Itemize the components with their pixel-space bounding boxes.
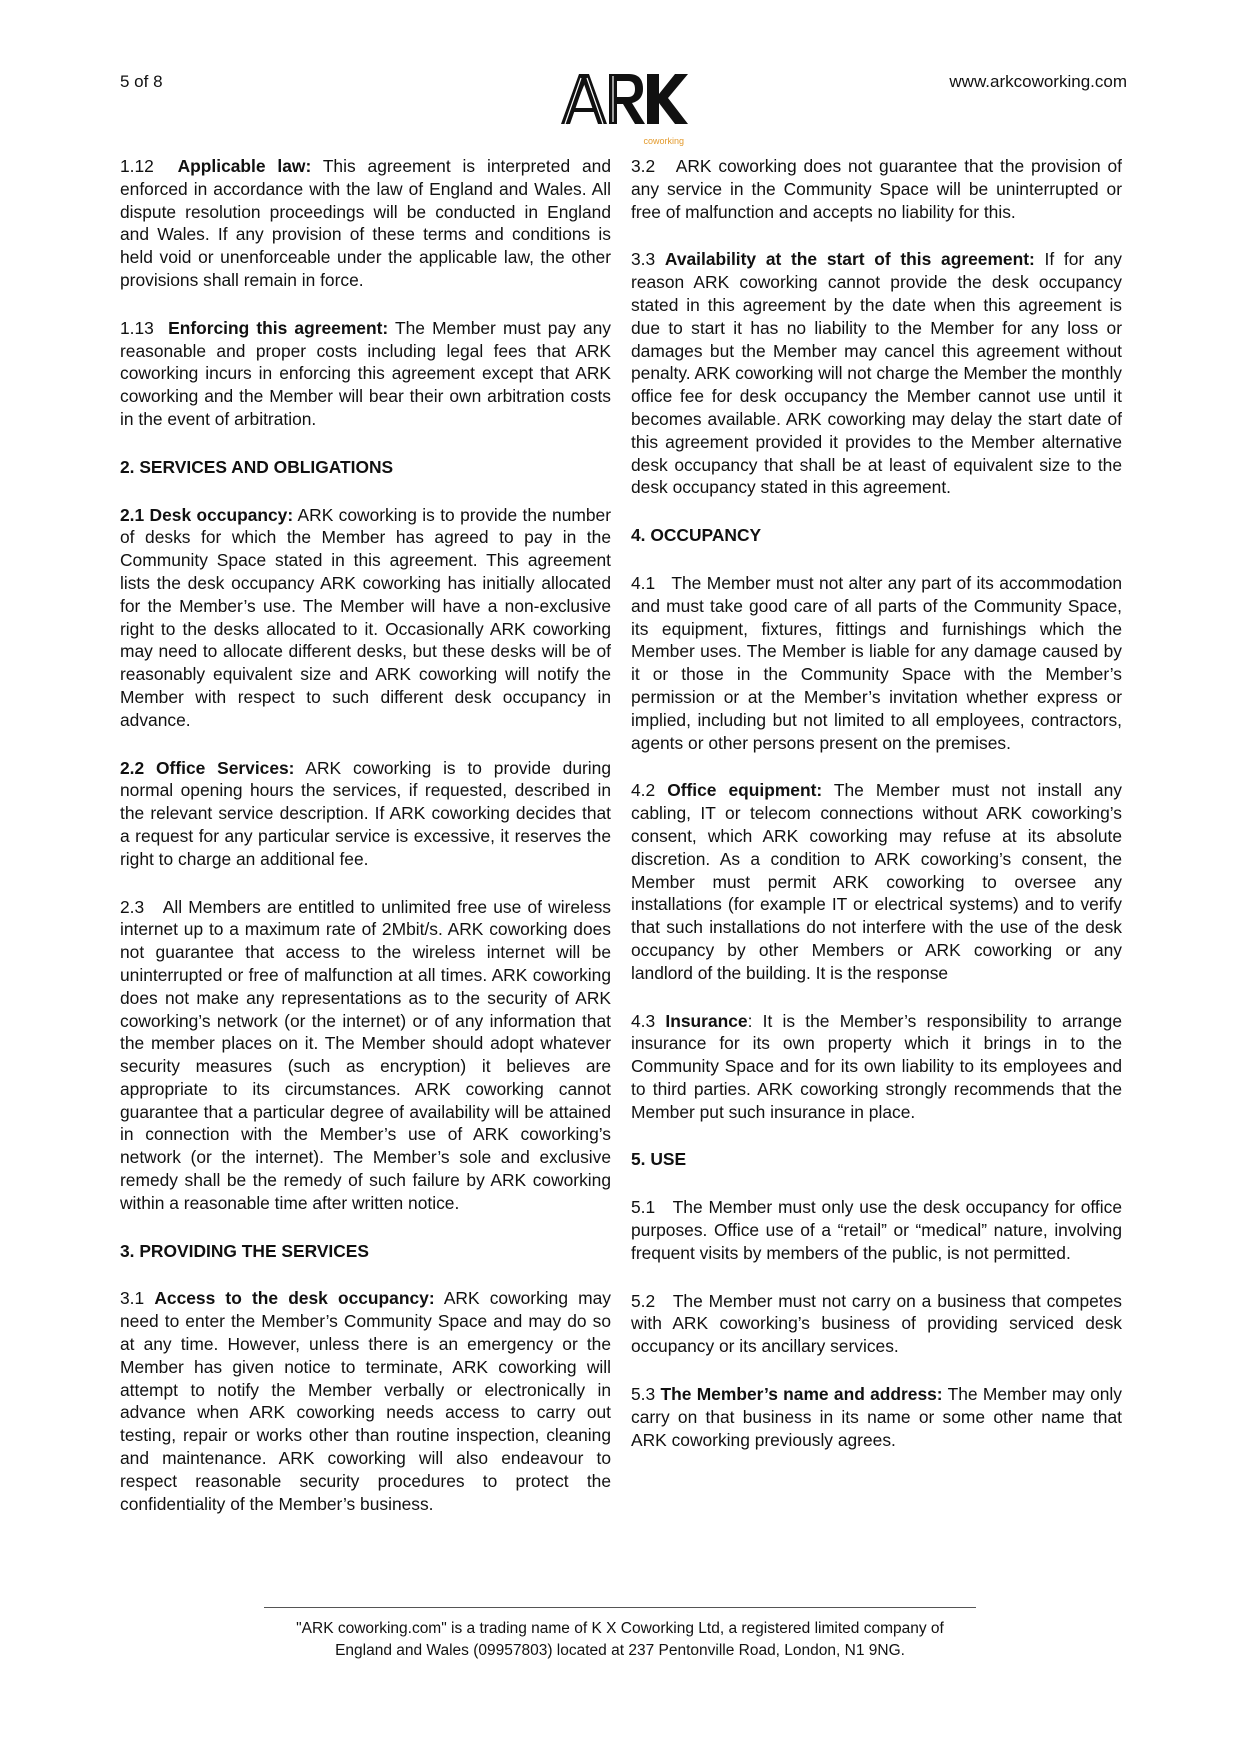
clause-text: ARK coworking does not guarantee that the provision of any service in the Community Space will be uninterrupted or free of malfunction and accepts no liability for this.	[631, 156, 1122, 222]
section-heading: 2. SERVICES AND OBLIGATIONS	[120, 456, 394, 477]
clause-term: Insurance	[665, 1010, 748, 1031]
footer-line-1: "ARK coworking.com" is a trading name of K X Coworking Ltd, a registered limited company of	[296, 1620, 944, 1637]
clause-number: 1.12	[120, 156, 154, 176]
clause-number: 5.2	[631, 1290, 656, 1311]
clause-term: 2.1 Desk occupancy:	[120, 504, 294, 525]
clause-number: 4.2	[631, 780, 656, 801]
clause-text: : It is the Member’s responsibility to arrange insurance for its own property which it brings in to the Community Space and for its own liability to its employees and to third parties. ARK coworking strongly recommends that the Member put such insurance in place.	[631, 1010, 1122, 1122]
logo-subtitle: coworking	[643, 136, 684, 146]
clause-text: If for any reason ARK coworking cannot provide the desk occupancy stated in this agreement by the date when this agreement is due to start it has no liability to the Member for any loss or damages but the Member may cancel this agreement without penalty. ARK coworking will not charge the Member the monthly office fee for desk occupancy the Member cannot use until it becomes available. ARK coworking may delay the start date of this agreement provided it provides to the Member alternative desk occupancy that shall be at least of equivalent size to the desk occupancy stated in this agreement.	[631, 249, 1122, 498]
clause-text: All Members are entitled to unlimited free use of wireless internet up to a maximum rate of 2Mbit/s. ARK coworking does not guarantee that access to the wireless internet will be uninterrupted or free of malfunction at all times. ARK coworking does not make any representations as to the security of ARK coworking’s network (or the internet) or of any information that the member places on it. The Member should adopt whatever security measures (such as encryption) it believes are appropriate to its circumstances. ARK coworking cannot guarantee that a particular degree of availability will be attained in connection with the Member’s use of ARK coworking’s network (or the internet). The Member’s sole and exclusive remedy shall be the remedy of such failure by ARK coworking within a reasonable time after written notice.	[120, 896, 611, 1213]
clause-term: Enforcing this agreement:	[168, 317, 389, 338]
section-heading: 3. PROVIDING THE SERVICES	[120, 1240, 370, 1261]
clause-number: 2.3	[120, 896, 145, 917]
clause-paragraph	[120, 504, 611, 732]
website-url[interactable]: www.arkcoworking.com	[949, 72, 1127, 91]
clause-number: 5.3	[631, 1384, 656, 1405]
left-column	[120, 155, 611, 1540]
clause-paragraph	[631, 1383, 1122, 1451]
ark-logo-icon	[559, 70, 689, 140]
clause-text: The Member must not carry on a business that competes with ARK coworking’s business of providing serviced desk occupancy or its ancillary services.	[631, 1290, 1122, 1357]
section-heading: 5. USE	[631, 1149, 687, 1170]
clause-text: The Member must not install any cabling, IT or telecom connections without ARK coworking’s consent, which ARK coworking may refuse at its absolute discretion. As a condition to ARK coworking’s consent, the Member must permit ARK coworking to oversee any installations (for example IT or electrical systems) and to verify that such installations do not interfere with the use of the desk occupancy by other Members or ARK coworking or any landlord of the building. It is the response	[631, 780, 1122, 983]
clause-term: Access to the desk occupancy:	[154, 1288, 435, 1309]
clause-paragraph	[120, 317, 611, 431]
clause-number: 3.2	[631, 156, 656, 176]
clause-paragraph	[631, 1010, 1122, 1124]
clause-text: The Member must pay any reasonable and proper costs including legal fees that ARK coworking incurs in enforcing this agreement except that ARK coworking and the Member will bear their own arbitration costs in the event of arbitration.	[120, 317, 611, 429]
clause-paragraph	[120, 155, 611, 292]
clause-number: 3.1	[120, 1288, 145, 1309]
clause-paragraph	[120, 896, 611, 1215]
right-column	[631, 155, 1122, 1476]
clause-paragraph	[631, 1290, 1122, 1358]
section-heading: 4. OCCUPANCY	[631, 525, 762, 546]
clause-paragraph	[631, 155, 1122, 223]
clause-paragraph	[631, 572, 1122, 754]
clause-text: ARK coworking is to provide the number of desks for which the Member has agreed to pay in the Community Space stated in this agreement. This agreement lists the desk occupancy ARK coworking has initially allocated for the Member’s use. The Member will have a non-exclusive right to the desks allocated to it. Occasionally ARK coworking may need to allocate different desks, but these desks will be of reasonably equivalent size and ARK coworking will notify the Member with respect to such different desk occupancy in advance.	[120, 504, 611, 730]
clause-number: 4.3	[631, 1010, 656, 1031]
clause-term: The Member’s name and address:	[660, 1384, 943, 1405]
clause-number: 5.1	[631, 1197, 656, 1218]
clause-paragraph	[631, 248, 1122, 499]
footer-divider	[264, 1607, 976, 1608]
clause-number: 1.13	[120, 317, 154, 338]
clause-number: 4.1	[631, 572, 656, 593]
footer	[200, 1618, 1040, 1662]
clause-term: Office equipment:	[667, 780, 823, 801]
clause-text: This agreement is interpreted and enforced in accordance with the law of England and Wales. All dispute resolution proceedings will be conducted in England and Wales. If any provision of these terms and conditions is held void or unenforceable under the applicable law, the other provisions shall remain in force.	[120, 156, 611, 290]
clause-text: The Member must not alter any part of its accommodation and must take good care of all parts of the Community Space, its equipment, fixtures, fittings and furnishings which the Member uses. The Member is liable for any damage caused by it or those in the Community Space with the Member’s permission or at the Member’s invitation whether express or implied, including but not limited to all employees, contractors, agents or other persons present on the premises.	[631, 572, 1122, 753]
clause-text: ARK coworking may need to enter the Member’s Community Space and may do so at any time. However, unless there is an emergency or the Member has given notice to terminate, ARK coworking will attempt to notify the Member verbally or electronically in advance when ARK coworking needs access to carry out testing, repair or works other than routine inspection, cleaning and maintenance. ARK coworking will also endeavour to respect reasonable security procedures to protect the confidentiality of the Member’s business.	[120, 1288, 612, 1514]
clause-term: Availability at the start of this agreement:	[664, 249, 1035, 270]
footer-line-2: England and Wales (09957803) located at 237 Pentonville Road, London, N1 9NG.	[335, 1642, 905, 1659]
clause-number: 3.3	[631, 249, 656, 270]
clause-paragraph	[631, 779, 1122, 984]
clause-term: 2.2 Office Services:	[120, 757, 295, 778]
clause-text: ARK coworking is to provide during normal opening hours the services, if requested, described in the relevant service description. If ARK coworking decides that a request for any particular service is excessive, it reserves the right to charge an additional fee.	[120, 757, 611, 869]
clause-paragraph	[120, 757, 611, 871]
page-number: 5 of 8	[120, 72, 163, 91]
clause-term: Applicable law:	[177, 156, 312, 176]
clause-paragraph	[120, 1287, 611, 1515]
clause-text: The Member must only use the desk occupancy for office purposes. Office use of a “retail” or “medical” nature, involving frequent visits by members of the public, is not permitted.	[631, 1197, 1122, 1263]
clause-text: The Member may only carry on that business in its name or some other name that ARK coworking previously agrees.	[631, 1384, 1122, 1450]
clause-paragraph	[631, 1196, 1122, 1264]
ark-logo	[559, 70, 689, 150]
